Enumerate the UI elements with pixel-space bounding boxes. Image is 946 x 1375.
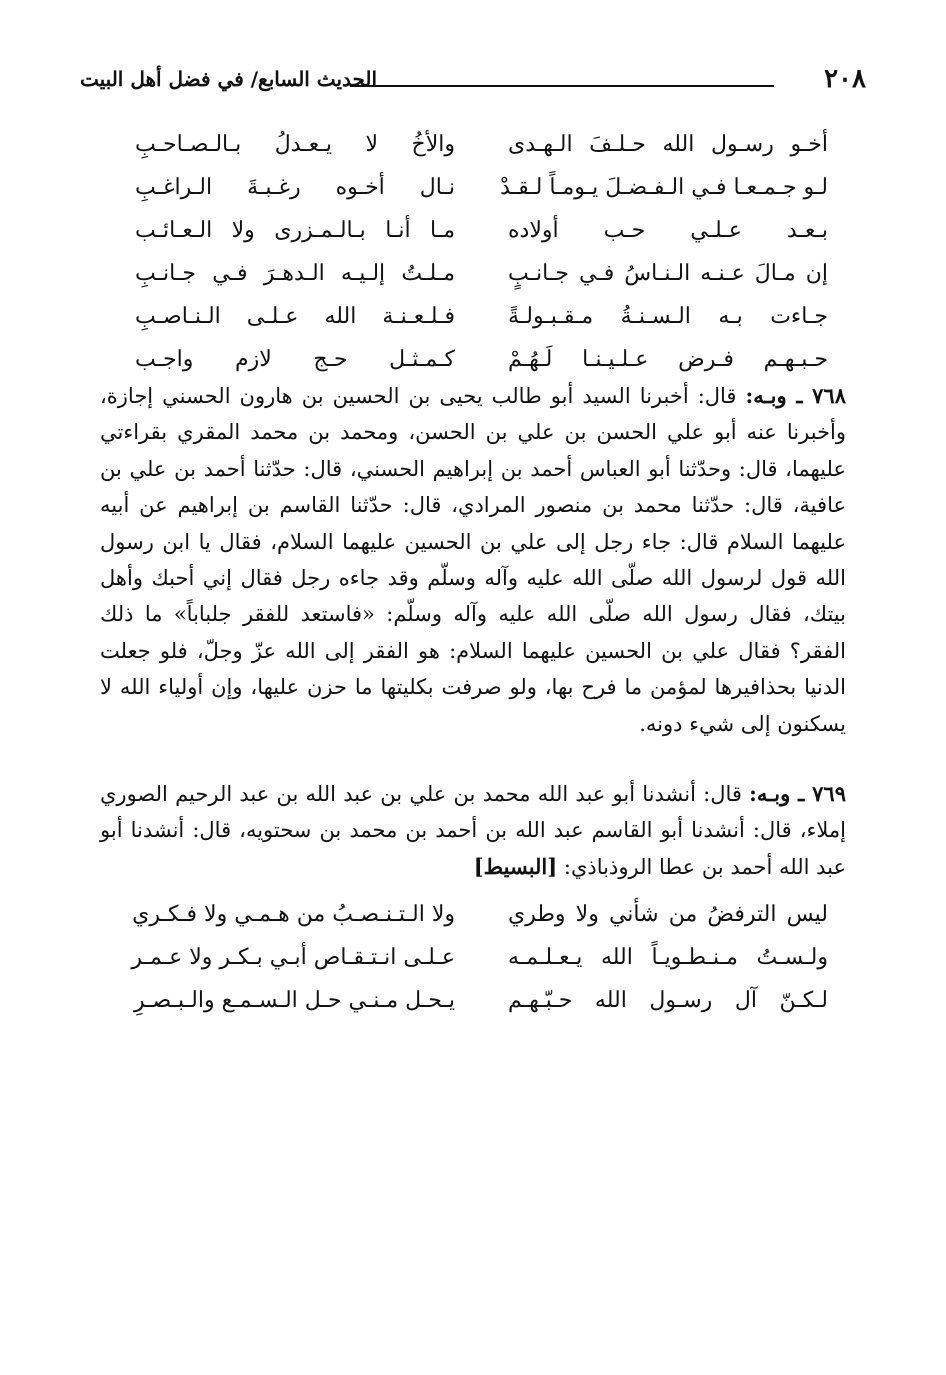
hadith-number: ٧٦٩ ـ وبـه: [749, 781, 846, 806]
verse-first-hemistich: حـبـهـم فـرض عـلـيـنـا لَـهُـمْ [508, 347, 828, 372]
verse-first-hemistich: جـاءت بـه الـسـنـةُ مـقـبـولـةً [508, 304, 828, 329]
verse-second-hemistich: عـلـى انـتـقـاص أبـي بـكـر ولا عـمـر [131, 945, 455, 970]
verse-second-hemistich: نـال أخـوه رغـبـةَ الـراغـبِ [135, 175, 455, 200]
verse-first-hemistich: لـكـنّ آل رسـول الله حـبّـهـم [508, 988, 828, 1013]
hadith-text: قال: أنشدنا أبو عبد الله محمد بن علي بن عبد الله بن عبد الرحيم الصوري إملاء، قال: أنشدنا أبو القاسم عبد الله بن أحمد بن محمد بن سحتويه، قال: أنشدنا أبو عبد الله أحمد بن عطا الروذباذي: [100, 782, 846, 879]
verse-line [135, 123, 828, 166]
verse-second-hemistich: والأخُ لا يـعـدلُ بـالـصـاحـبِ [135, 132, 455, 157]
verse-line [135, 338, 828, 381]
verse-second-hemistich: يـحـل مـنـي حـل الـسـمـع والـبـصـرِ [133, 988, 455, 1013]
verse-line [135, 252, 828, 295]
verse-first-hemistich: لـو جـمـعـا فـي الـفـضـلَ يـومـاً لـقـدْ [500, 175, 828, 200]
verse-second-hemistich: كـمـثـل حـج لازم واجـب [135, 347, 455, 372]
verse-first-hemistich: ليس الترفضُ من شأني ولا وطري [508, 902, 828, 927]
verse-second-hemistich: مـا أنـا بـالـمـزرى ولا الـعـائـب [135, 218, 455, 243]
verse-line [135, 209, 828, 252]
poem-2 [131, 893, 828, 1022]
poetic-meter: [البسيط] [473, 853, 558, 879]
verse-second-hemistich: مـلـتُ إلـيـه الـدهـرَ فـي جـانـبِ [135, 261, 455, 286]
verse-first-hemistich: ولـسـتُ مـنـطـويـاً الله يـعـلـمـه [508, 945, 828, 970]
page-header [80, 62, 866, 96]
verse-first-hemistich: بـعـد عـلـي حـب أولاده [508, 218, 828, 243]
poem-1 [135, 123, 828, 381]
hadith-768 [100, 378, 846, 742]
verse-line [135, 979, 828, 1022]
verse-first-hemistich: إن مـالَ عـنـه الـنـاسُ فـي جـانـبٍ [508, 261, 828, 286]
hadith-text: قال: أخبرنا السيد أبو طالب يحيى بن الحسين بن هارون الحسني إجازة، وأخبرنا عنه أبو علي الحسن بن علي بن الحسن، ومحمد بن محمد المقري بقراءتي عليهما، قال: وحدّثنا أبو العباس أحمد بن إبراهيم الحسني، قال: حدّثنا أحمد بن علي بن عافية، قال: حدّثنا محمد بن منصور المرادي، قال: حدّثنا القاسم بن إبراهيم عن أبيه عليهما السلام قال: جاء رجل إلى علي بن الحسين عليهما السلام، فقال يا ابن رسول الله قول لرسول الله صلّى الله عليه وآله وسلّم وقد جاءه رجل فقال إني أحبك وأهل بيتك، فقال رسول الله صلّى الله عليه وآله وسلّم: «فاستعد للفقر جلباباً» ما ذلك الفقر؟ فقال علي بن الحسين عليهما السلام: هو الفقر إلى الله عزّ وجلّ، فلو جعلت الدنيا بحذافيرها لمؤمن ما فرح بها، ولو صرفت بكليتها ما حزن عليها، وإن أولياء الله لا يسكنون إلى شيء دونه. [100, 384, 846, 736]
running-title: الحديث السابع/ في فضل أهل البيت [80, 67, 378, 91]
verse-second-hemistich: فـلـعـنـة الله عـلـى الـنـاصـبِ [135, 304, 455, 329]
verse-first-hemistich: أخـو رسـول الله حـلـفَ الـهـدى [508, 132, 828, 157]
page-number: ٢٠٨ [824, 64, 866, 94]
verse-line [135, 166, 828, 209]
hadith-769 [100, 776, 846, 885]
verse-line [135, 295, 828, 338]
verse-line [132, 893, 828, 936]
verse-line [131, 936, 828, 979]
header-rule [350, 85, 774, 87]
verse-second-hemistich: ولا الـتـنـصـبُ من هـمـي ولا فـكـري [132, 902, 455, 927]
hadith-number: ٧٦٨ ـ وبـه: [745, 383, 846, 408]
